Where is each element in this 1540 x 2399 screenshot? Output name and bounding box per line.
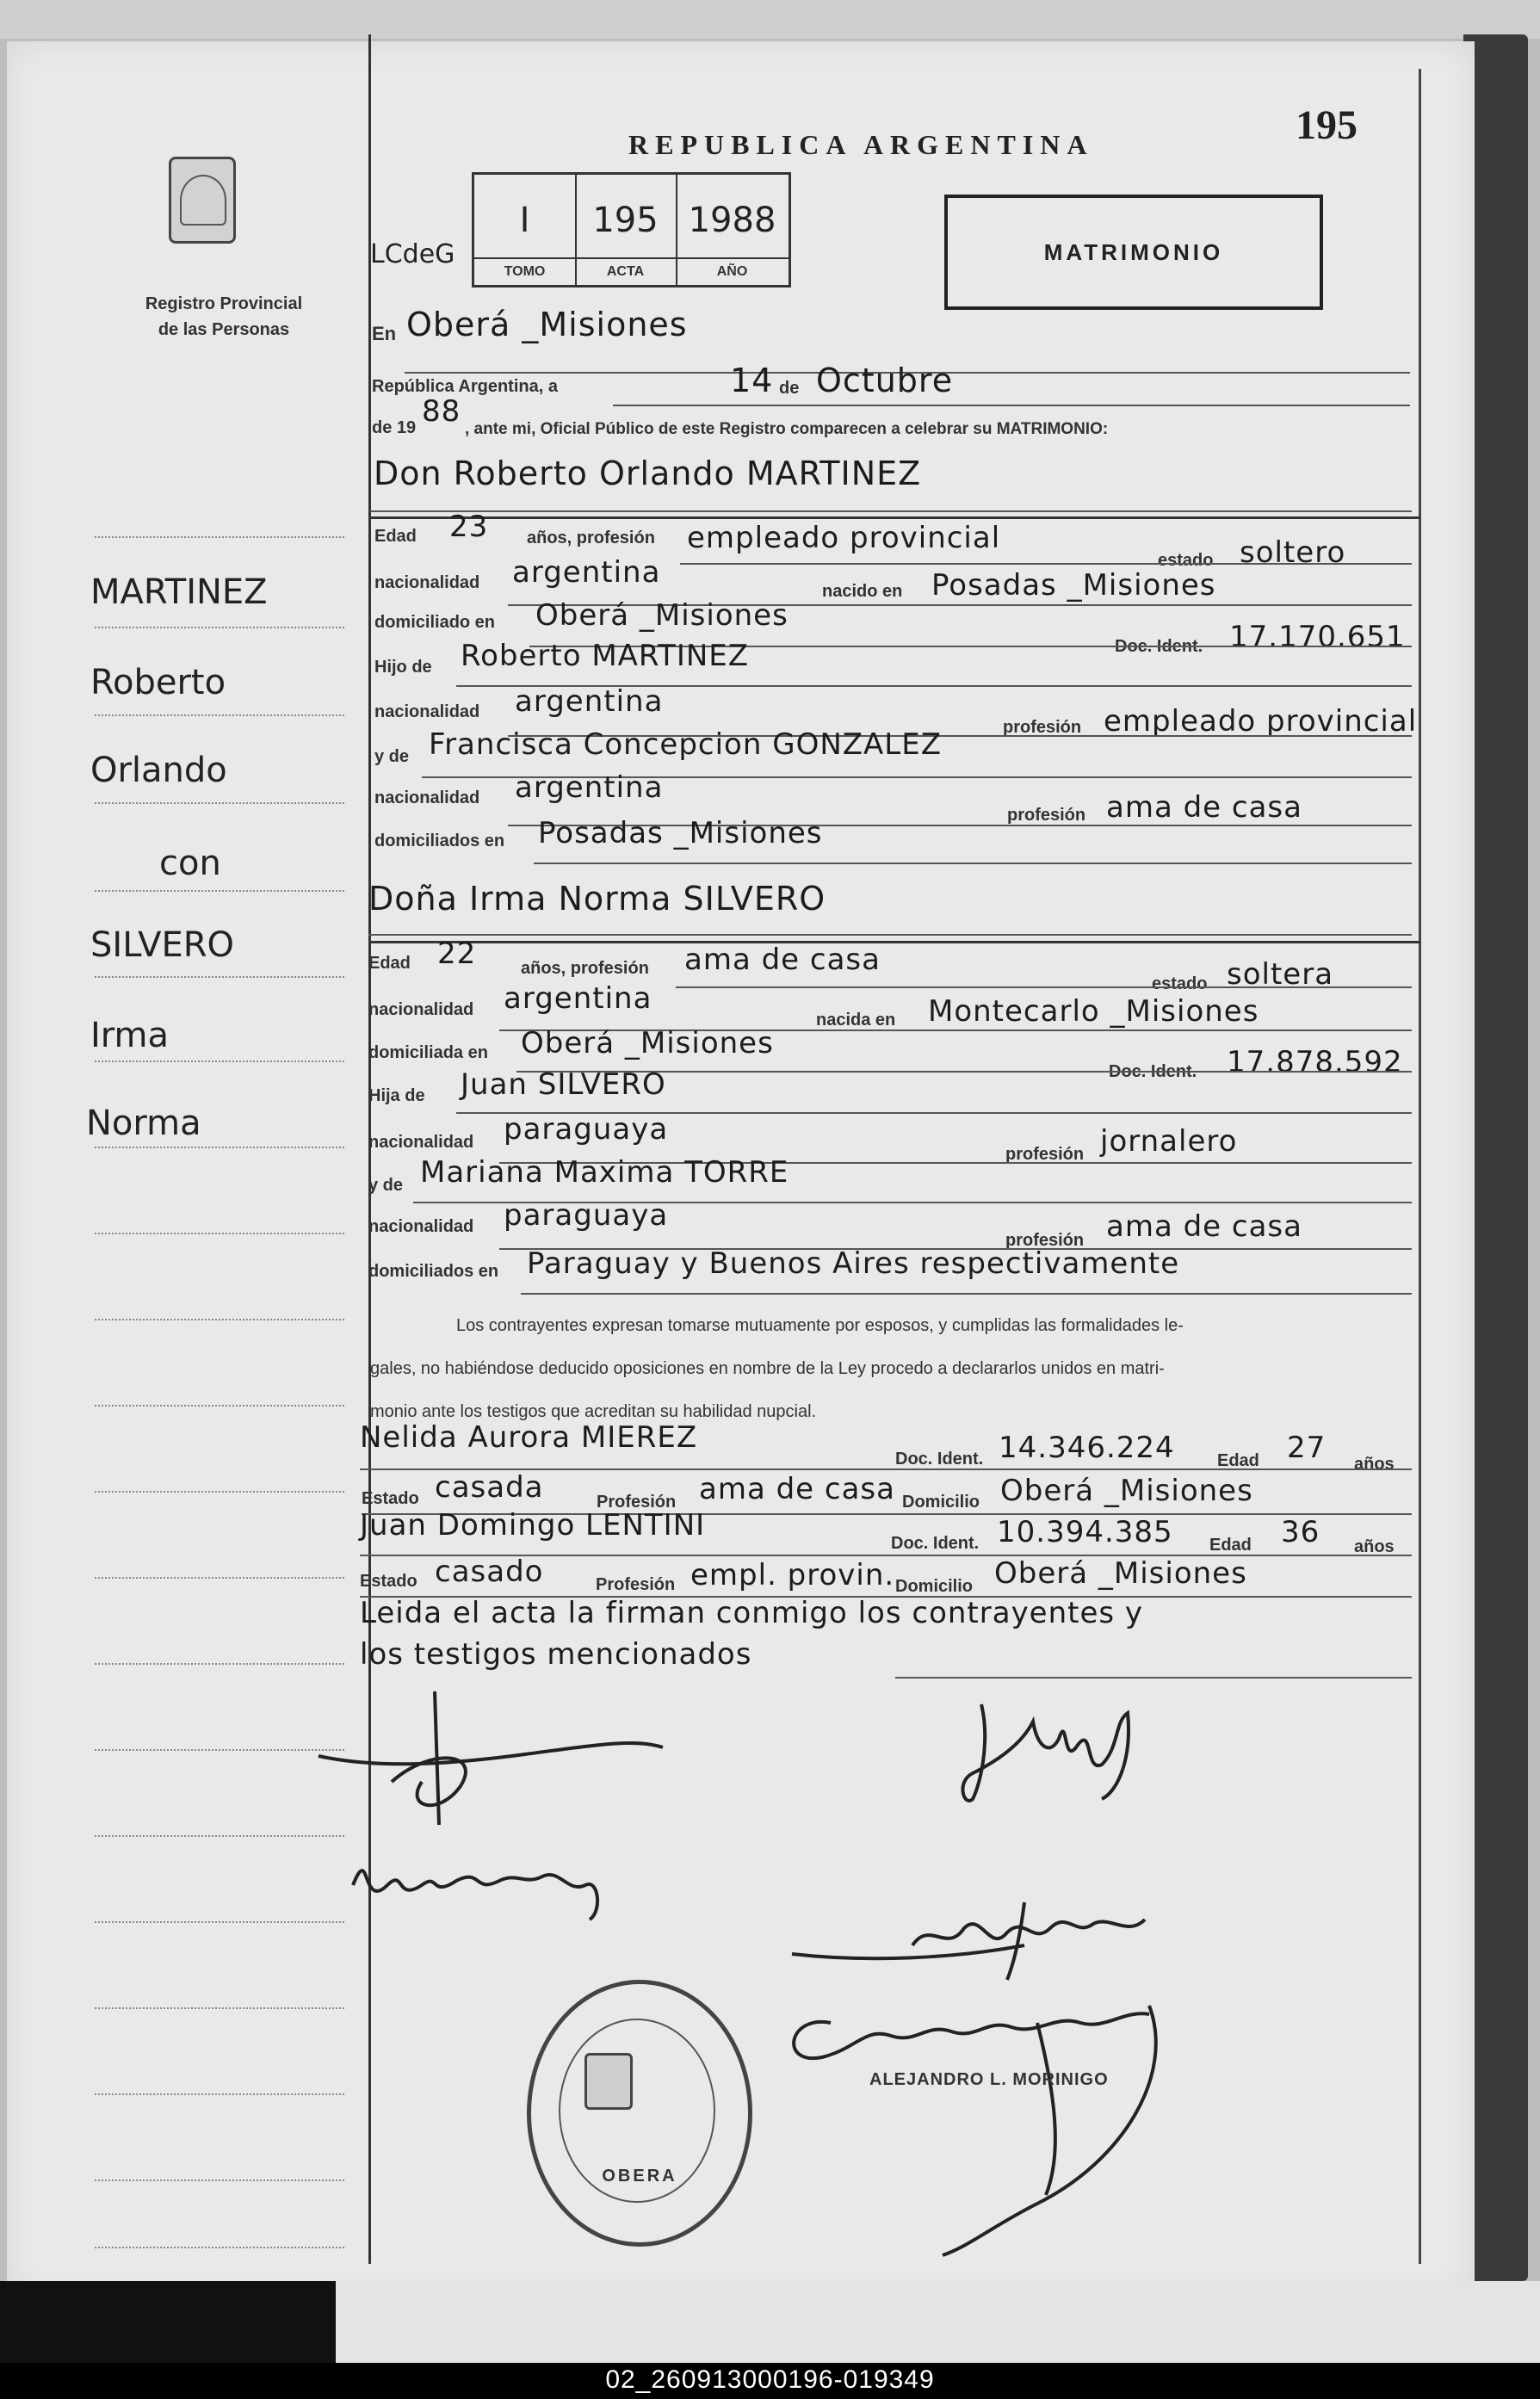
groom-domicile-label: domiciliado en	[374, 613, 496, 632]
place-prefix: En	[372, 323, 397, 344]
margin-line	[95, 802, 344, 804]
bride-doc-label: Doc. Ident.	[1109, 1062, 1197, 1081]
groom-mother-nationality: argentina	[515, 770, 664, 805]
day-value: 14	[730, 362, 774, 399]
tomo-label: TOMO	[474, 257, 575, 285]
groom-mother-profession: ama de casa	[1106, 790, 1302, 825]
acta-cell	[575, 175, 677, 285]
groom-mother: Francisca Concepcion GONZALEZ	[429, 727, 943, 762]
witness-2-age: 36	[1281, 1515, 1320, 1549]
witness-1-name: Nelida Aurora MIEREZ	[360, 1420, 698, 1455]
declaration-line: Los contrayentes expresan tomarse mutuamente por esposos, y cumplidas las formalidades le-	[456, 1316, 1184, 1335]
act-type-box: MATRIMONIO	[944, 195, 1323, 310]
groom-name: Don Roberto Orlando MARTINEZ	[374, 454, 922, 492]
bride-father-nationality-label: nacionalidad	[368, 1133, 474, 1152]
registry-line-1: Registro Provincial	[145, 294, 303, 313]
month-value: Octubre	[816, 362, 954, 399]
underline	[680, 563, 1412, 565]
margin-line	[95, 1663, 344, 1665]
bride-domicile: Oberá _Misiones	[521, 1026, 774, 1060]
acta-label: ACTA	[575, 257, 676, 285]
underline	[613, 405, 1410, 406]
bride-age-label: Edad	[368, 954, 411, 973]
margin-name: Norma	[86, 1104, 201, 1143]
margin-line	[95, 1319, 344, 1320]
bride-profession: ama de casa	[684, 943, 881, 977]
bride-domicile-label: domiciliada en	[368, 1043, 488, 1062]
groom-profession: empleado provincial	[687, 521, 1001, 555]
bride-mother-label: y de	[368, 1176, 404, 1195]
groom-father-profession: empleado provincial	[1104, 704, 1418, 739]
witness-2-domicile: Oberá _Misiones	[994, 1556, 1247, 1591]
underline	[521, 1293, 1412, 1295]
signature-groom-mark	[310, 1687, 671, 1833]
witness-1-profession-label: Profesión	[597, 1493, 677, 1512]
witness-2-status: casado	[435, 1555, 544, 1589]
bride-name: Doña Irma Norma SILVERO	[368, 880, 826, 918]
margin-line	[95, 2247, 344, 2248]
witness-2-domicile-label: Domicilio	[895, 1577, 974, 1596]
acta-value: 195	[592, 201, 659, 240]
bride-mother-profession-label: profesión	[1005, 1231, 1085, 1250]
signature-witness-1	[344, 1833, 620, 1928]
groom-doc-label: Doc. Ident.	[1115, 637, 1203, 656]
witness-1-status: casada	[435, 1470, 544, 1505]
book-code: LCdeG	[370, 239, 455, 269]
groom-father-nationality-label: nacionalidad	[374, 702, 480, 721]
witness-2-doc: 10.394.385	[997, 1515, 1173, 1549]
margin-line	[95, 627, 344, 628]
groom-nationality: argentina	[512, 555, 661, 590]
witness-2-doc-label: Doc. Ident.	[891, 1534, 980, 1553]
margin-line	[95, 1405, 344, 1407]
margin-line	[95, 1577, 344, 1579]
bride-status: soltera	[1227, 957, 1334, 992]
bride-nationality-label: nacionalidad	[368, 1000, 474, 1019]
year-cell	[676, 175, 789, 285]
year-label: AÑO	[676, 257, 789, 285]
right-rule	[1419, 69, 1421, 2264]
place-value: Oberá _Misiones	[406, 306, 688, 343]
intro-text: , ante mi, Oficial Público de este Registro comparecen a celebrar su MATRIMONIO:	[465, 420, 1109, 438]
groom-mother-profession-label: profesión	[1007, 806, 1086, 825]
underline	[534, 863, 1412, 864]
declaration-line: monio ante los testigos que acreditan su habilidad nupcial.	[370, 1402, 817, 1421]
underline	[895, 1677, 1412, 1679]
bride-age: 22	[437, 937, 477, 971]
folio-number: 195	[1296, 102, 1358, 148]
country-date-label: República Argentina, a	[372, 377, 558, 396]
groom-status-label: estado	[1158, 551, 1214, 570]
stamp-emblem-icon	[584, 2053, 633, 2110]
registry-line-2: de las Personas	[158, 320, 290, 339]
margin-name: SILVERO	[90, 925, 234, 965]
groom-father: Roberto MARTINEZ	[461, 639, 750, 673]
groom-father-profession-label: profesión	[1003, 718, 1082, 737]
year-prefix: de 19	[372, 418, 417, 437]
margin-line	[95, 1491, 344, 1493]
bride-status-label: estado	[1152, 974, 1208, 993]
witness-2-years-label: años	[1354, 1537, 1395, 1556]
witness-1-years-label: años	[1354, 1455, 1395, 1474]
signature-witness-2	[783, 1885, 1162, 1988]
margin-line	[95, 536, 344, 538]
bride-father: Juan SILVERO	[461, 1067, 666, 1102]
scan-shadow	[0, 2281, 336, 2363]
tomo-cell	[474, 175, 577, 285]
witness-2-status-label: Estado	[360, 1572, 417, 1591]
groom-status: soltero	[1240, 535, 1346, 570]
witness-1-status-label: Estado	[362, 1489, 419, 1508]
margin-line	[95, 2007, 344, 2009]
witness-1-domicile-label: Domicilio	[902, 1493, 980, 1512]
witness-2-profession: empl. provin.	[690, 1558, 895, 1592]
groom-domicile: Oberá _Misiones	[535, 598, 789, 633]
groom-doc: 17.170.651	[1229, 620, 1406, 654]
reference-box	[472, 172, 791, 288]
margin-name: Roberto	[90, 663, 226, 702]
bride-father-nationality: paraguaya	[504, 1112, 669, 1147]
groom-mother-nationality-label: nacionalidad	[374, 788, 480, 807]
underline	[370, 510, 1412, 512]
scan-identifier: 02_260913000196-019349	[605, 2365, 935, 2394]
groom-father-label: Hijo de	[374, 658, 432, 677]
margin-line	[95, 890, 344, 892]
signature-official-1	[956, 1687, 1162, 1816]
witness-2-age-label: Edad	[1209, 1536, 1252, 1555]
witness-1-doc-label: Doc. Ident.	[895, 1450, 984, 1468]
groom-nationality-label: nacionalidad	[374, 573, 480, 592]
groom-age: 23	[449, 510, 489, 544]
groom-profession-label: años, profesión	[527, 529, 655, 547]
bride-parents-domicile-label: domiciliados en	[368, 1262, 499, 1281]
bride-profession-label: años, profesión	[521, 959, 649, 978]
year-suffix: 88	[422, 394, 461, 429]
margin-line	[95, 714, 344, 716]
margin-name: Irma	[90, 1016, 170, 1055]
bride-mother-profession: ama de casa	[1106, 1209, 1302, 1244]
margin-line	[95, 1060, 344, 1062]
groom-parents-domicile-label: domiciliados en	[374, 832, 505, 850]
signature-registrar	[779, 1988, 1218, 2264]
section-divider	[370, 941, 1420, 943]
bride-doc: 17.878.592	[1227, 1045, 1403, 1079]
margin-line	[95, 1749, 344, 1751]
bride-mother: Mariana Maxima TORRE	[420, 1155, 789, 1190]
bride-born-label: nacida en	[816, 1011, 896, 1029]
margin-name: MARTINEZ	[90, 572, 268, 612]
closing-line-1: Leida el acta la firman conmigo los contrayentes y	[360, 1596, 1144, 1630]
declaration-line: gales, no habiéndose deducido oposiciones en nombre de la Ley procedo a declararlos unidos en matri-	[370, 1359, 1165, 1378]
margin-line	[95, 2093, 344, 2095]
year-value: 1988	[688, 201, 776, 240]
scan-background	[0, 0, 1540, 39]
bride-father-profession: jornalero	[1100, 1124, 1238, 1159]
section-divider	[370, 516, 1420, 519]
margin-line	[95, 976, 344, 978]
month-label: de	[779, 379, 800, 398]
closing-line-2: los testigos mencionados	[360, 1637, 752, 1672]
provincial-seal-icon	[169, 157, 236, 244]
tomo-value: I	[519, 201, 530, 240]
bride-nationality-value: argentina	[504, 981, 652, 1016]
witness-1-age-label: Edad	[1217, 1451, 1259, 1470]
groom-born: Posadas _Misiones	[931, 568, 1216, 603]
margin-line	[95, 1835, 344, 1837]
witness-2-name: Juan Domingo LENTINI	[360, 1508, 706, 1543]
underline	[368, 934, 1412, 936]
margin-line	[95, 1921, 344, 1923]
groom-age-label: Edad	[374, 527, 417, 546]
underline	[676, 986, 1412, 988]
witness-1-age: 27	[1287, 1431, 1327, 1465]
official-name-stamp: ALEJANDRO L. MORINIGO	[869, 2070, 1109, 2089]
margin-line	[95, 2180, 344, 2181]
groom-father-nationality: argentina	[515, 684, 664, 719]
groom-mother-label: y de	[374, 747, 410, 766]
witness-1-doc: 14.346.224	[999, 1431, 1175, 1465]
stamp-text: OBERA	[602, 2167, 677, 2186]
margin-line	[95, 1147, 344, 1148]
declaration-text	[370, 1304, 1412, 1433]
margin-line	[95, 1233, 344, 1234]
groom-born-label: nacido en	[822, 582, 903, 601]
registry-label	[116, 291, 331, 343]
witness-1-domicile: Oberá _Misiones	[1000, 1474, 1253, 1508]
margin-name: Orlando	[90, 751, 227, 790]
bride-father-label: Hija de	[368, 1086, 425, 1105]
witness-1-profession: ama de casa	[699, 1472, 895, 1506]
groom-parents-domicile: Posadas _Misiones	[538, 816, 823, 850]
bride-born: Montecarlo _Misiones	[928, 994, 1259, 1029]
bride-parents-domicile: Paraguay y Buenos Aires respectivamente	[527, 1246, 1180, 1281]
bride-mother-nationality-label: nacionalidad	[368, 1217, 474, 1236]
country-heading: REPUBLICA ARGENTINA	[628, 129, 1094, 160]
registry-stamp	[527, 1980, 752, 2247]
witness-2-profession-label: Profesión	[596, 1575, 676, 1594]
margin-name: con	[159, 844, 221, 883]
bride-father-profession-label: profesión	[1005, 1145, 1085, 1164]
bride-mother-nationality: paraguaya	[504, 1198, 669, 1233]
